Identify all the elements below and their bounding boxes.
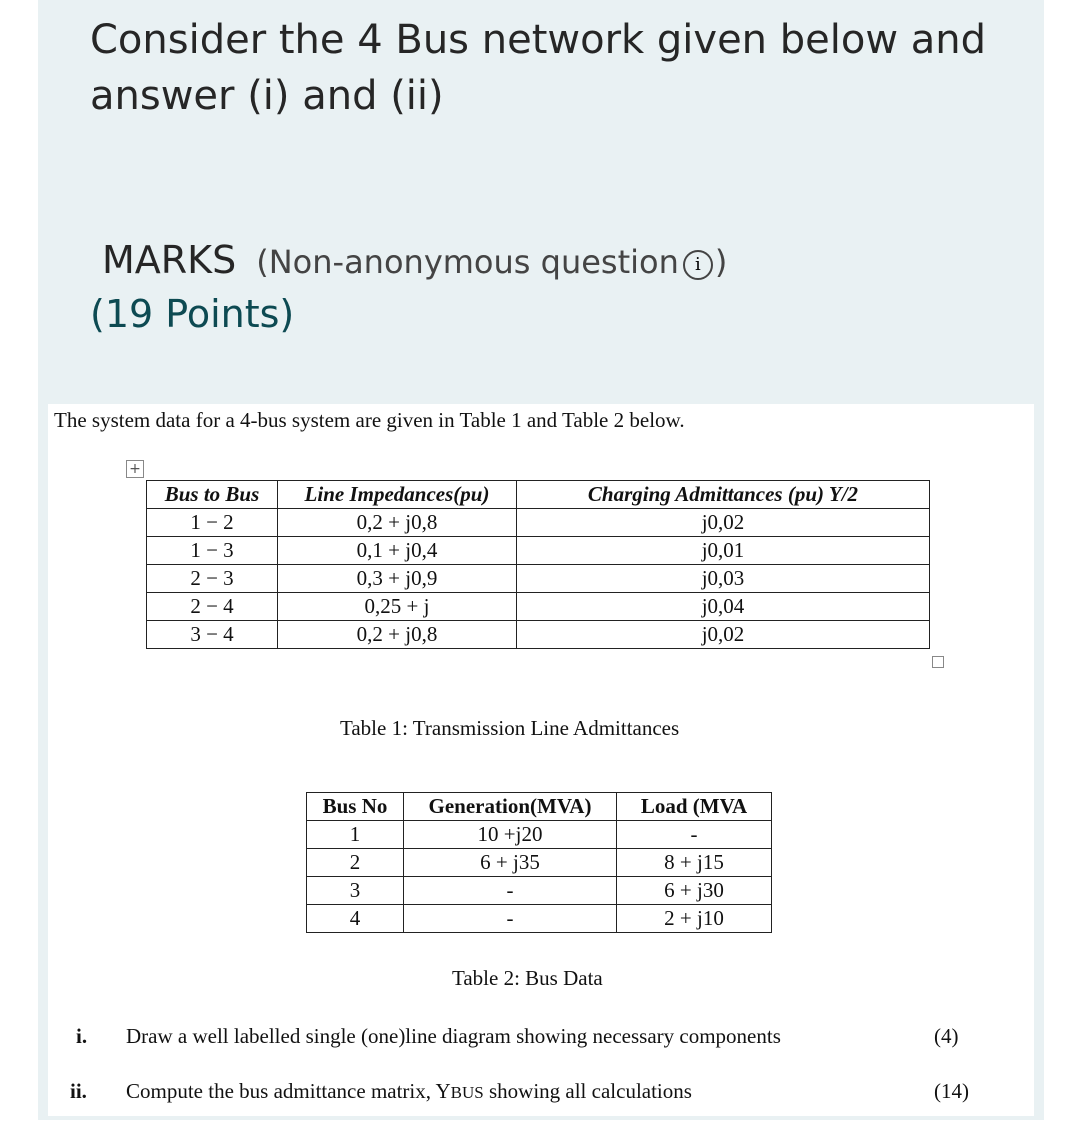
table1-cell: 0,2 + j0,8 bbox=[278, 621, 517, 649]
table2-caption: Table 2: Bus Data bbox=[452, 966, 603, 990]
table-row bbox=[147, 621, 930, 649]
ybus-subscript: BUS bbox=[450, 1083, 484, 1102]
table1-cell: 0,2 + j0,8 bbox=[278, 509, 517, 537]
table1-cell: j0,02 bbox=[517, 509, 930, 537]
table2-cell: 4 bbox=[307, 905, 404, 933]
table2-header: Generation(MVA) bbox=[404, 793, 617, 821]
table2-cell: 1 bbox=[307, 821, 404, 849]
question-image bbox=[48, 404, 1034, 1116]
table1-cell: 1 − 2 bbox=[147, 509, 278, 537]
question-text bbox=[126, 1079, 692, 1104]
table1-cell: j0,01 bbox=[517, 537, 930, 565]
table2-cell: - bbox=[404, 877, 617, 905]
table2-header: Load (MVA bbox=[617, 793, 772, 821]
table-row bbox=[147, 537, 930, 565]
table1-cell: 2 − 4 bbox=[147, 593, 278, 621]
table2-cell: - bbox=[404, 905, 617, 933]
table2-cell: 2 + j10 bbox=[617, 905, 772, 933]
table1-header: Line Impedances(pu) bbox=[278, 481, 517, 509]
table1-caption: Table 1: Transmission Line Admittances bbox=[340, 716, 680, 740]
table1-cell: 2 − 3 bbox=[147, 565, 278, 593]
question-marks: (14) bbox=[934, 1079, 969, 1103]
table2-cell: - bbox=[617, 821, 772, 849]
table2-cell: 6 + j30 bbox=[617, 877, 772, 905]
table1-cell: 0,3 + j0,9 bbox=[278, 565, 517, 593]
table-row bbox=[147, 565, 930, 593]
table1-cell: j0,03 bbox=[517, 565, 930, 593]
table-move-icon: + bbox=[126, 460, 144, 478]
question-text-part: Compute the bus admittance matrix, Y bbox=[126, 1079, 451, 1103]
question-marks: (4) bbox=[934, 1024, 959, 1048]
table2-header: Bus No bbox=[307, 793, 404, 821]
marks-label: MARKS bbox=[102, 238, 237, 282]
question-text-part: showing all calculations bbox=[483, 1079, 692, 1103]
table2-cell: 2 bbox=[307, 849, 404, 877]
table1-header: Charging Admittances (pu) Y/2 bbox=[517, 481, 930, 509]
question-number: ii. bbox=[70, 1079, 87, 1103]
table1-cell: 1 − 3 bbox=[147, 537, 278, 565]
table1-cell: 3 − 4 bbox=[147, 621, 278, 649]
table1-cell: 0,1 + j0,4 bbox=[278, 537, 517, 565]
table-row bbox=[307, 821, 772, 849]
table-row bbox=[307, 877, 772, 905]
marks-row bbox=[102, 238, 727, 282]
table1-cell: j0,04 bbox=[517, 593, 930, 621]
info-icon[interactable]: i bbox=[683, 250, 713, 280]
points-label: (19 Points) bbox=[90, 292, 295, 336]
non-anonymous-close: ) bbox=[714, 243, 728, 281]
table1-cell: j0,02 bbox=[517, 621, 930, 649]
table1-header-row bbox=[147, 481, 930, 509]
table2-cell: 10 +j20 bbox=[404, 821, 617, 849]
table2-cell: 8 + j15 bbox=[617, 849, 772, 877]
table-row bbox=[147, 509, 930, 537]
table-row bbox=[307, 849, 772, 877]
question-number: i. bbox=[76, 1024, 88, 1048]
table2-cell: 6 + j35 bbox=[404, 849, 617, 877]
table-row bbox=[147, 593, 930, 621]
table1 bbox=[146, 480, 930, 649]
table1-cell: 0,25 + j bbox=[278, 593, 517, 621]
table2-header-row bbox=[307, 793, 772, 821]
table2 bbox=[306, 792, 772, 933]
table-resize-handle bbox=[932, 656, 944, 668]
table-row bbox=[307, 905, 772, 933]
non-anonymous-label: (Non-anonymous question bbox=[256, 243, 679, 281]
table2-cell: 3 bbox=[307, 877, 404, 905]
question-title: Consider the 4 Bus network given below and answer (i) and (ii) bbox=[90, 17, 987, 119]
intro-text: The system data for a 4-bus system are given in Table 1 and Table 2 below. bbox=[54, 408, 685, 432]
question-text: Draw a well labelled single (one)line diagram showing necessary components bbox=[126, 1024, 781, 1048]
table1-header: Bus to Bus bbox=[147, 481, 278, 509]
